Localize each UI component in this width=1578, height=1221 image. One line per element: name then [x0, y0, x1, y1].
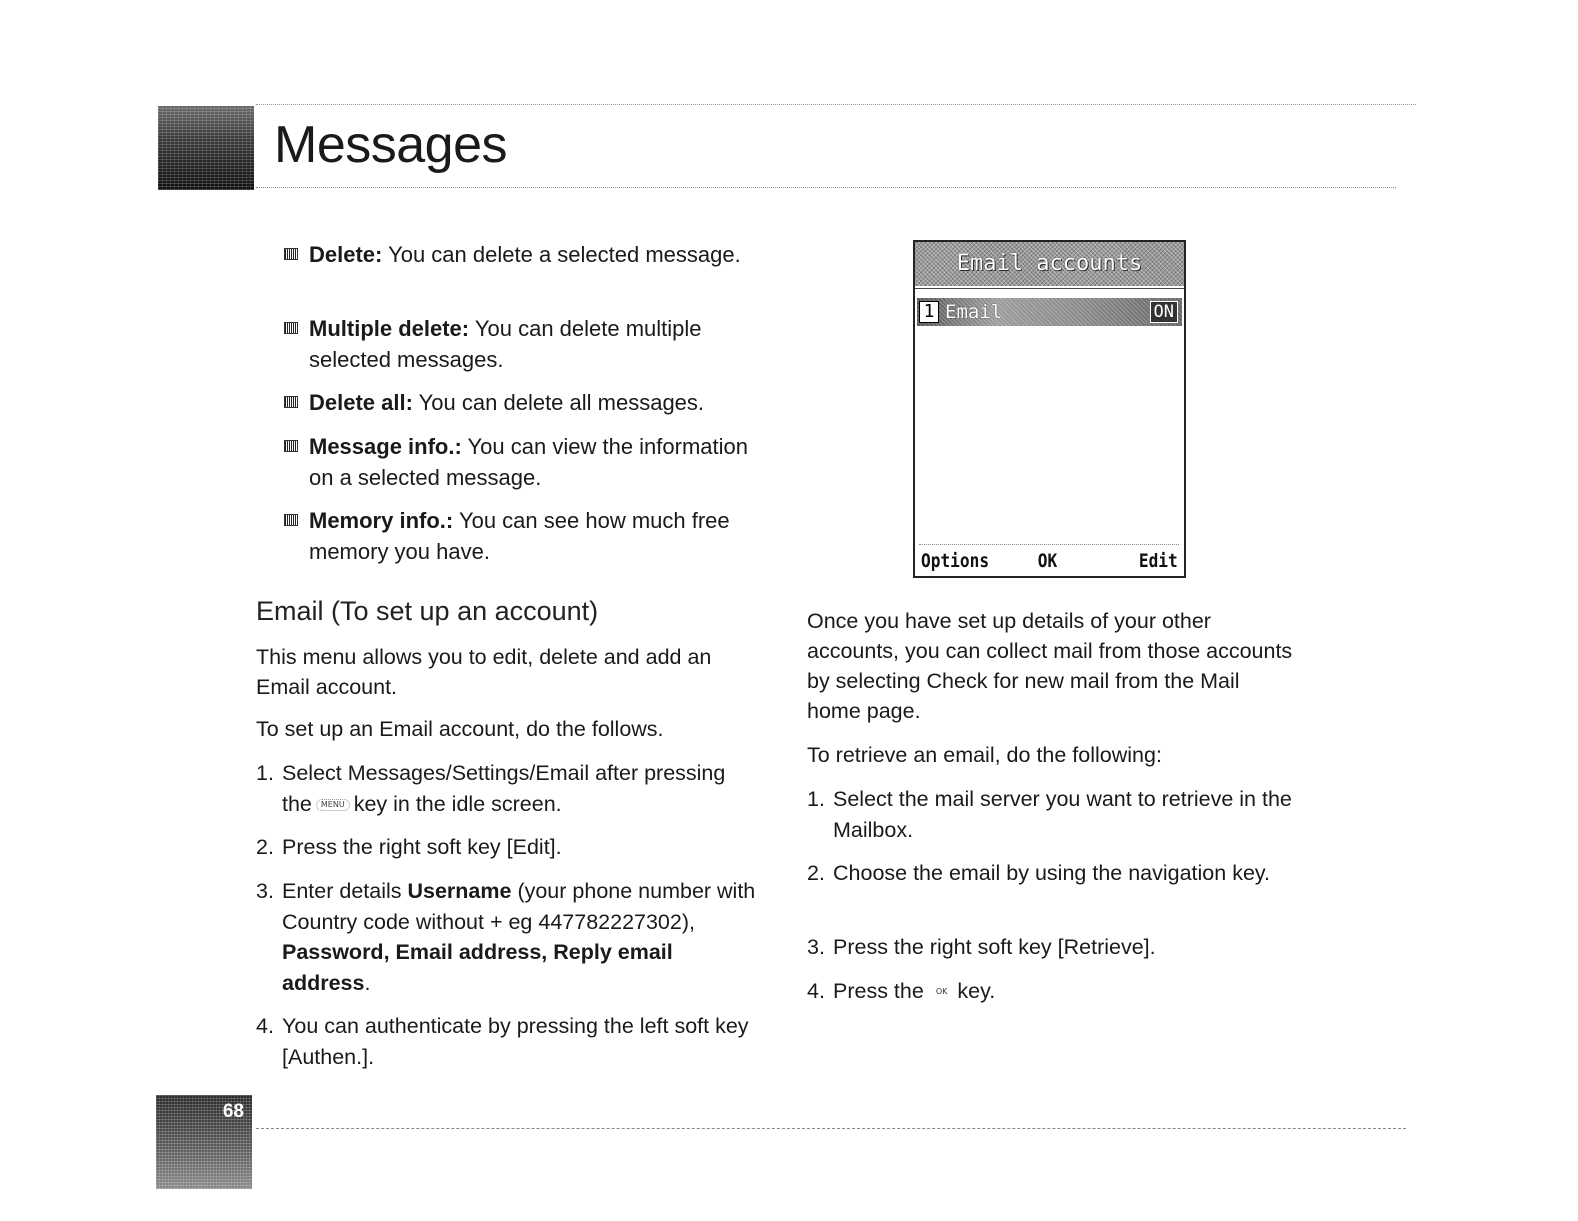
- step-number: 4.: [807, 979, 825, 1003]
- retrieve-step-2: [807, 858, 1297, 889]
- bullet-icon: [284, 396, 298, 408]
- step-text: Press the right soft key [Retrieve].: [833, 935, 1156, 959]
- bullet-icon: [284, 440, 298, 452]
- setup-step-3: [256, 876, 756, 998]
- option-desc: You can see how much free memory you have.: [309, 508, 730, 564]
- retrieve-step-3: [807, 932, 1297, 963]
- retrieve-intro-paragraph: Once you have set up details of your other accounts, you can collect mail from those accounts by selecting Check for new mail from the Mail home page.: [807, 609, 1293, 723]
- softkey-ok[interactable]: OK: [1037, 550, 1058, 572]
- section-heading: Email (To set up an account): [256, 596, 599, 626]
- phone-title-divider: [915, 288, 1184, 289]
- ok-key-icon: OK: [935, 987, 948, 996]
- phone-screen-title: Email accounts: [915, 242, 1184, 286]
- option-term: Multiple delete:: [309, 316, 470, 341]
- step-number: 3.: [807, 935, 825, 959]
- retrieve-lead-paragraph: To retrieve an email, do the following:: [807, 743, 1162, 767]
- option-term: Delete all:: [309, 390, 413, 415]
- retrieve-step-4: [807, 976, 1297, 1008]
- bullet-icon: [284, 514, 298, 526]
- account-row-number: 1: [919, 301, 939, 323]
- intro-paragraph: This menu allows you to edit, delete and add an Email account.: [256, 645, 712, 699]
- page-title: Messages: [274, 116, 507, 174]
- step-text: Enter details: [282, 879, 408, 903]
- bullet-icon: [284, 322, 298, 334]
- step-number: 2.: [256, 835, 274, 859]
- retrieve-step-1: [807, 784, 1297, 845]
- step-text: key.: [957, 979, 996, 1003]
- header-rule-top: [256, 104, 1416, 105]
- account-row[interactable]: [917, 298, 1182, 326]
- page-number: 68: [222, 1101, 244, 1122]
- option-desc: You can delete all messages.: [412, 390, 705, 415]
- step-text: Press the: [282, 835, 379, 859]
- step-text: right: [378, 835, 421, 859]
- step-bold-text: Password, Email address, Reply email address: [282, 940, 673, 995]
- setup-step-4: [256, 1011, 756, 1072]
- step-text: Select the mail server you want to retrieve in the Mailbox.: [833, 787, 1292, 842]
- menu-key-icon: MENU: [316, 799, 350, 811]
- step-number: 4.: [256, 1014, 274, 1038]
- bullet-icon: [284, 248, 298, 260]
- option-desc: You can delete a selected message.: [382, 242, 741, 267]
- list-item: [284, 431, 754, 493]
- step-number: 1.: [807, 787, 825, 811]
- list-item: [284, 387, 754, 418]
- step-text: key in the idle screen.: [353, 791, 562, 816]
- softkey-edit[interactable]: Edit: [1139, 550, 1178, 572]
- setup-step-1: [256, 758, 756, 819]
- list-item: [284, 313, 754, 375]
- account-status-badge: ON: [1150, 301, 1178, 323]
- step-number: 1.: [256, 761, 274, 785]
- step-text: Select Messages/Settings/Email after pressing the: [282, 761, 726, 816]
- page-number-block: [156, 1095, 252, 1189]
- setup-step-2: [256, 832, 756, 863]
- step-text: soft key [Edit].: [420, 835, 562, 859]
- list-item: [284, 505, 754, 567]
- list-item: [284, 239, 754, 270]
- option-term: Delete:: [309, 242, 383, 267]
- option-desc: You can view the information on a selected message.: [309, 434, 748, 490]
- step-text: (your phone number with Country code without + eg 447782227302),: [282, 879, 756, 934]
- header-rule-bottom: [256, 187, 1396, 188]
- phone-screen: [913, 240, 1186, 578]
- step-text: You can authenticate by pressing the left soft key [Authen.].: [282, 1014, 749, 1069]
- account-row-label: Email: [945, 301, 1003, 323]
- option-term: Message info.:: [309, 434, 462, 459]
- step-text: .: [364, 970, 371, 995]
- step-text: Choose the email by using the navigation key.: [833, 861, 1271, 885]
- step-text: Press the: [833, 979, 924, 1003]
- lead-paragraph: To set up an Email account, do the follows.: [256, 717, 664, 741]
- header-decoration: [158, 106, 254, 190]
- step-number: 3.: [256, 879, 274, 903]
- option-desc: You can delete multiple selected messages.: [309, 316, 702, 372]
- option-term: Memory info.:: [309, 508, 454, 533]
- softkey-options[interactable]: Options: [921, 550, 990, 572]
- footer-rule: [256, 1128, 1406, 1129]
- step-bold-text: Username: [407, 879, 512, 903]
- softkey-divider: [919, 544, 1179, 545]
- step-number: 2.: [807, 861, 825, 885]
